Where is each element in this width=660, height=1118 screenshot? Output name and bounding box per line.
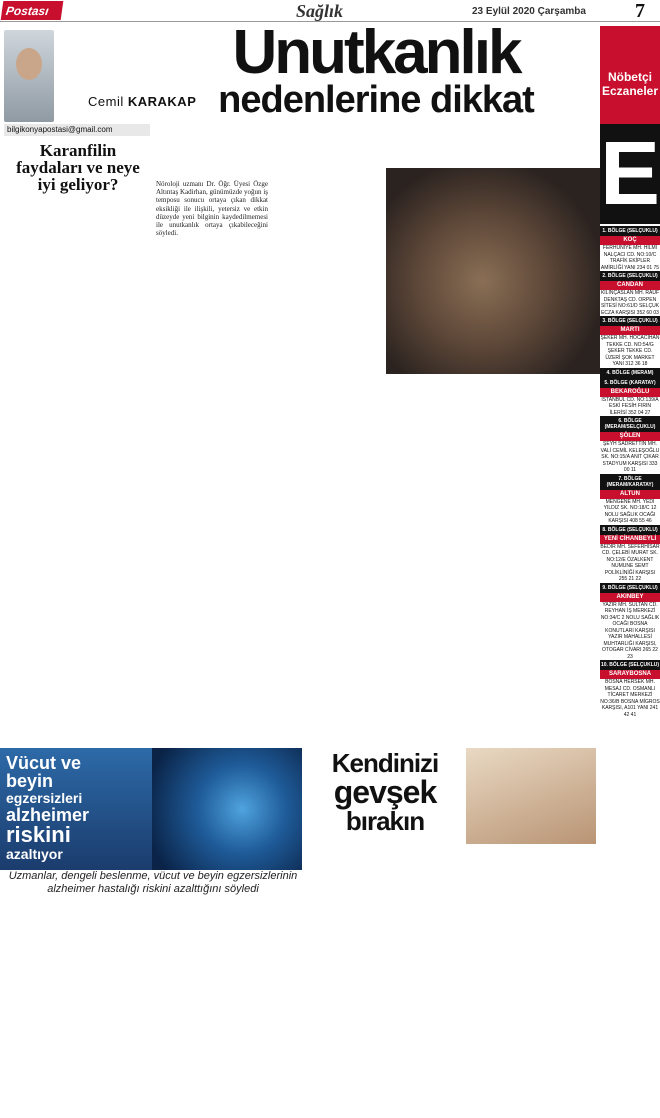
pharmacy-region: 8. BÖLGE (SELÇUKLU) [600,525,660,535]
banner-line: alzheimer [6,805,90,825]
pharmacy-name: ALTUN [600,490,660,499]
pharmacy-address: MENGENE MH. YEDİ YILDIZ SK. NO:18/C 12 NOLU SAĞLIK OCAĞI KARŞISI 408 55 46 [603,498,657,524]
author-email: bilgikonyapostasi@gmail.com [4,124,150,136]
alzheimer-body-1 [4,910,144,1115]
article-column-3 [300,376,440,734]
banner-line: azaltıyor [6,846,63,862]
pharmacy-region: 7. BÖLGE (MERAM/KARATAY) [600,474,660,490]
pharmacy-name: CANDAN [600,281,660,290]
pharmacy-address: ŞEYH SADRETTİN MH. VALİ CEMİL KELEŞOĞLU SK. NO:15/A ANIT ÇIKAR STADYUM KARŞISI 333 00 11 [600,441,660,473]
column-title: Karanfilin faydaları ve neye iyi geliyor? [16,141,140,194]
article-lead: Nöroloji uzmanı Dr. Öğr. Üyesi Özge Altıntaş Kadirhan, günümüzde yoğun iş temposu sonucu ortaya çıkan dikkat eksikliği ile ilişkili, yetersiz ve etkin düzeyde yeni bilginin kaydedilmemesi ile unutkanlık ortaya çıkabileceğini söyledi. [156,180,268,238]
pharmacy-letter: E [600,124,660,224]
author-photo [4,30,54,122]
pharmacy-name: AKINBEY [600,593,660,602]
alzheimer-banner [0,748,152,870]
relax-photo [466,748,596,844]
section-title: Sağlık [296,1,344,21]
pharmacy-address: İSTANBUL CD. NO:139/A ESKİ FESİH FIRIN İLERİSİ 352 04 27 [601,396,659,416]
article-column-1 [156,180,268,734]
pharmacy-region: 2. BÖLGE (SELÇUKLU) [600,271,660,281]
main-headline: Unutkanlık nedenlerine dikkat [218,18,534,121]
pharmacy-region: 9. BÖLGE (SELÇUKLU) [600,583,660,593]
pharmacy-region: 5. BÖLGE (KARATAY) [600,378,660,388]
pharmacy-title: Nöbetçi Eczaneler [601,70,659,98]
pharmacy-name: MARTI [600,326,660,335]
relax-body-1 [306,852,450,1116]
pharmacy-address: FERHUNİYE MH. HİLMİ NALÇACI CD. NO:10/C TRAFİK EKİPLER AMİRLİĞİ YANI 234 01 75 [600,245,660,271]
alzheimer-subtitle: Uzmanlar, dengeli beslenme, vücut ve beyin egzersizlerinin alzheimer hastalığı riskini azalttığını söyledi [8,870,298,895]
pharmacy-name: SARAYBOSNA [600,670,660,679]
pharmacy-address: KILINÇASLAN MH. RAUF DENKTAŞ CD. ORPEN SİTESİ NO:61/D SELÇUK ECZA KARŞISI 352 60 03 [600,290,660,316]
pharmacy-address: ŞEKER MH. HOCACİHAN TEKKE CD. NO:54/G ŞEKER TEKKE CD. ÜZERİ ŞOK MARKET YANI 312 36 18 [600,335,660,367]
article-photo [386,168,600,374]
pharmacy-name: YENİ CİHANBEYLİ [600,535,660,544]
banner-line: egzersizleri [6,790,83,806]
pharmacy-address: BOSNA HERSEK MH. MESAJ CD. OSMANLI TİCARET MERKEZİ NO:36/B BOSNA MİGROS KARŞISI, A101 YANI 241 42 41 [600,679,660,718]
pharmacy-region: 10. BÖLGE (SELÇUKLU) [600,662,660,668]
banner-line: beyin [6,771,54,791]
page-number: 7 [635,0,645,22]
pharmacy-name: ŞÖLEN [600,432,660,441]
newspaper-logo: Postası [1,1,64,20]
article-column-4 [446,376,592,734]
brain-image [152,748,302,870]
pharmacy-region: 4. BÖLGE (MERAM) [600,368,660,378]
column-body [4,196,150,736]
pharmacy-name: BEKAROĞLU [600,388,660,397]
pharmacy-list [600,226,660,718]
author-name: Cemil KARAKAP [88,94,197,109]
pharmacy-address: YAZIR MH. SULTAN CD. REYHAN İŞ MERKEZİ NO:34/C 2 NOLU SAĞLIK OCAĞI BOSNA KONUTLARI KARŞISI YAZIR MAHALLESİ MUHTARLIĞI KARŞISI, OTOGAR CİVARI 265 22 23 [600,601,660,660]
alzheimer-body-2 [148,910,298,1115]
banner-line: riskini [6,822,71,847]
issue-date: 23 Eylül 2020 Çarşamba [472,6,586,17]
pharmacy-name: KOÇ [600,236,660,245]
pharmacy-region: 6. BÖLGE (MERAM/SELÇUKLU) [600,416,660,432]
relax-body-2 [456,852,596,1116]
relax-headline: Kendinizi gevşek bırakın [331,748,439,836]
banner-line: Vücut ve [6,753,82,773]
pharmacy-region: 1. BÖLGE (SELÇUKLU) [600,226,660,236]
pharmacy-address: BEDİR MH. SEFERHİSAR CD. ÇELEBİ MURAT SK. NO:12/E ÖZALKENT NUMUNE SEMT POLİKLİNİĞİ KARŞISI 255 21 22 [600,543,660,582]
pharmacy-region: 3. BÖLGE (SELÇUKLU) [600,316,660,326]
